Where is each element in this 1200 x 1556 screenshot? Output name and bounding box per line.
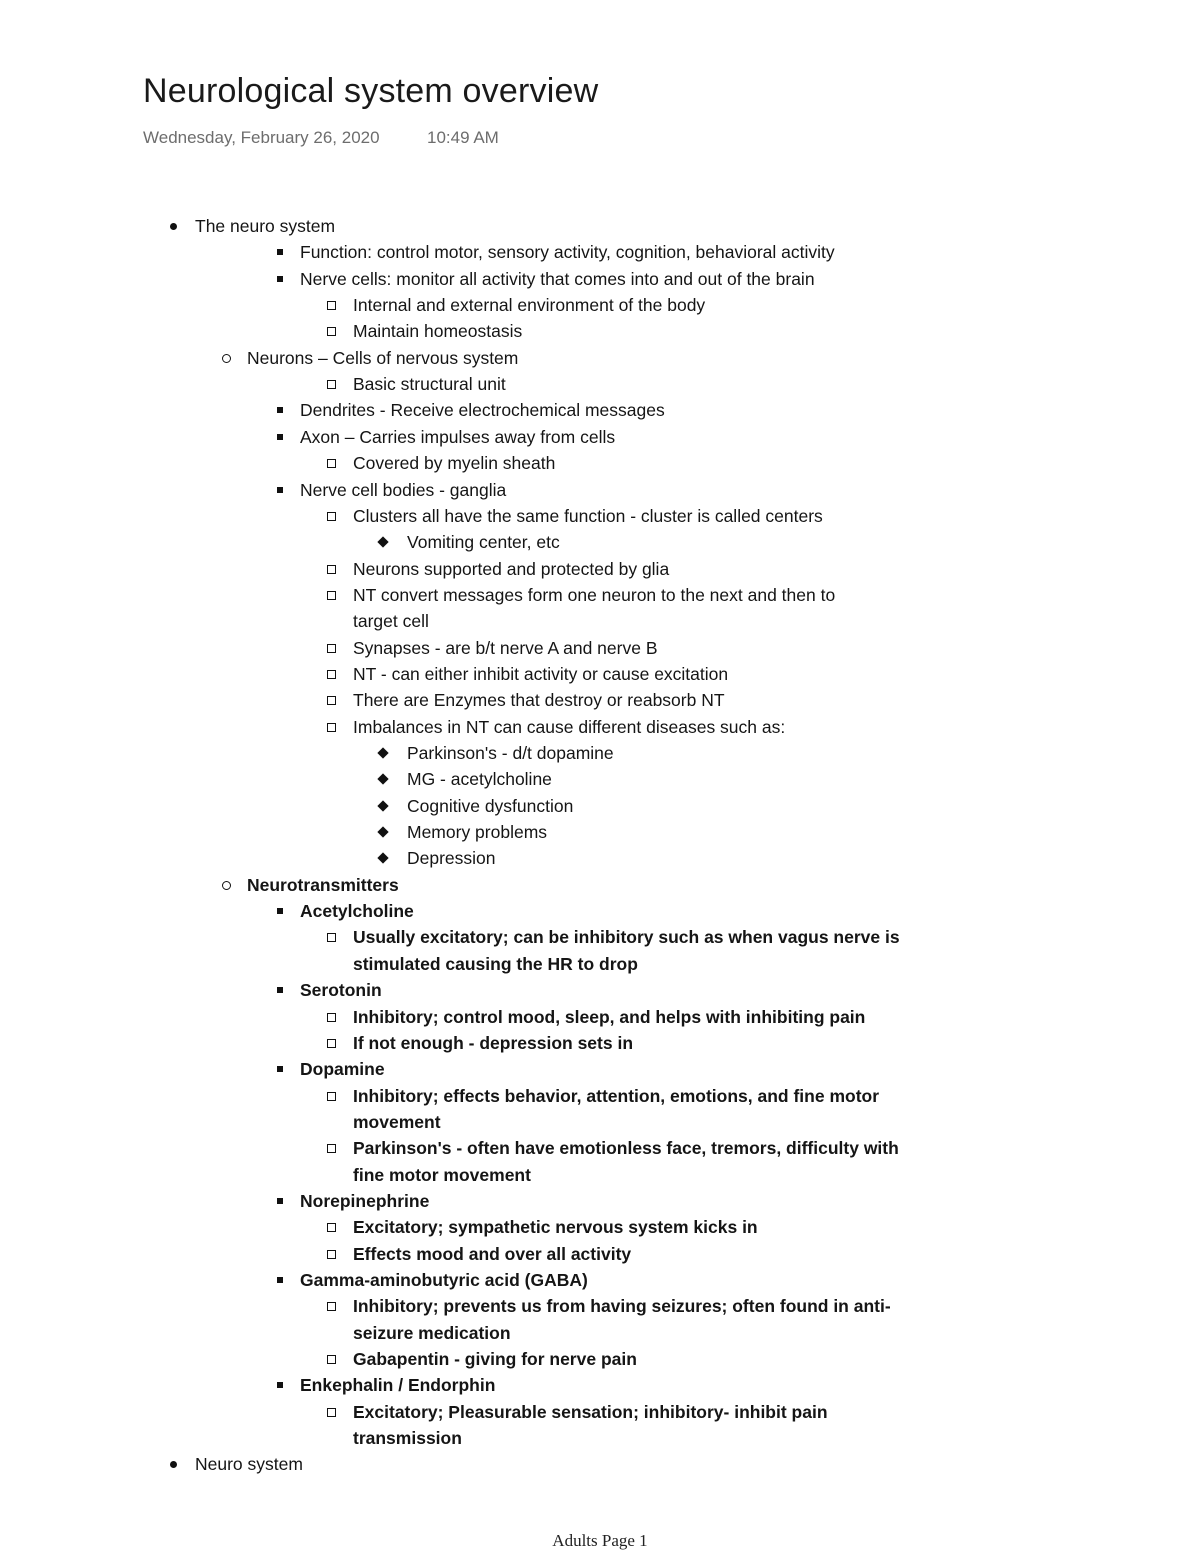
square-bullet-icon <box>277 434 283 440</box>
diamond-bullet-icon <box>377 800 388 811</box>
outline-item-continuation: fine motor movement <box>353 1164 531 1185</box>
hollow-square-bullet-icon <box>327 301 336 310</box>
outline-item: Acetylcholine <box>300 901 414 922</box>
disc-bullet-icon <box>170 223 177 230</box>
outline-item: Parkinson's - often have emotionless face, tremors, difficulty with <box>353 1138 899 1159</box>
outline-item: Inhibitory; effects behavior, attention, emotions, and fine motor <box>353 1085 880 1106</box>
outline-item: Synapses - are b/t nerve A and nerve B <box>353 637 658 658</box>
outline-item: Neurons – Cells of nervous system <box>247 347 519 368</box>
hollow-square-bullet-icon <box>327 644 336 653</box>
hollow-square-bullet-icon <box>327 1039 336 1048</box>
outline-item: Nerve cells: monitor all activity that comes into and out of the brain <box>300 268 815 289</box>
diamond-bullet-icon <box>377 853 388 864</box>
outline-item: Effects mood and over all activity <box>353 1243 632 1264</box>
outline-item: Norepinephrine <box>300 1190 430 1211</box>
square-bullet-icon <box>277 1277 283 1283</box>
outline-item: Cognitive dysfunction <box>407 795 574 816</box>
diamond-bullet-icon <box>377 747 388 758</box>
outline-item: Internal and external environment of the body <box>353 295 706 316</box>
square-bullet-icon <box>277 407 283 413</box>
hollow-square-bullet-icon <box>327 459 336 468</box>
page-footer: Adults Page 1 <box>552 1531 648 1550</box>
hollow-square-bullet-icon <box>327 565 336 574</box>
hollow-square-bullet-icon <box>327 1302 336 1311</box>
circle-bullet-icon <box>222 881 231 890</box>
outline-item: Gamma-aminobutyric acid (GABA) <box>300 1270 588 1290</box>
outline-item: Neurons supported and protected by glia <box>353 558 670 579</box>
hollow-square-bullet-icon <box>327 1408 336 1417</box>
outline-item: Excitatory; Pleasurable sensation; inhibitory- inhibit pain <box>353 1401 828 1422</box>
outline-item: Serotonin <box>300 980 382 1001</box>
hollow-square-bullet-icon <box>327 591 336 600</box>
hollow-square-bullet-icon <box>327 1013 336 1022</box>
outline-item: Neurotransmitters <box>247 874 399 895</box>
outline-item: Usually excitatory; can be inhibitory such as when vagus nerve is <box>353 927 900 948</box>
square-bullet-icon <box>277 276 283 282</box>
diamond-bullet-icon <box>377 774 388 785</box>
outline-item: There are Enzymes that destroy or reabsorb NT <box>353 690 725 711</box>
disc-bullet-icon <box>170 1461 177 1468</box>
outline-item: If not enough - depression sets in <box>353 1032 634 1053</box>
square-bullet-icon <box>277 1198 283 1204</box>
square-bullet-icon <box>277 487 283 493</box>
outline-item: Dendrites - Receive electrochemical messages <box>300 400 665 421</box>
outline-item: Enkephalin / Endorphin <box>300 1375 496 1396</box>
outline-item-continuation: transmission <box>353 1428 462 1449</box>
outline-item: NT convert messages form one neuron to the next and then to <box>353 584 836 605</box>
outline-item-continuation: movement <box>353 1111 441 1132</box>
square-bullet-icon <box>277 249 283 255</box>
outline-item: MG - acetylcholine <box>407 769 552 790</box>
outline-item-continuation: target cell <box>353 611 429 632</box>
square-bullet-icon <box>277 1382 283 1388</box>
note-time: 10:49 AM <box>427 128 499 147</box>
hollow-square-bullet-icon <box>327 512 336 521</box>
hollow-square-bullet-icon <box>327 1144 336 1153</box>
outline-item: Axon – Carries impulses away from cells <box>300 426 616 447</box>
hollow-square-bullet-icon <box>327 670 336 679</box>
outline-item: Dopamine <box>300 1059 385 1080</box>
hollow-square-bullet-icon <box>327 1092 336 1101</box>
outline-item: Imbalances in NT can cause different diseases such as: <box>353 716 786 737</box>
outline-item: Inhibitory; control mood, sleep, and helps with inhibiting pain <box>353 1006 866 1027</box>
outline-item: Basic structural unit <box>353 374 506 395</box>
outline-item: Parkinson's - d/t dopamine <box>407 743 614 763</box>
square-bullet-icon <box>277 987 283 993</box>
hollow-square-bullet-icon <box>327 380 336 389</box>
hollow-square-bullet-icon <box>327 696 336 705</box>
outline-item: Clusters all have the same function - cluster is called centers <box>353 505 823 526</box>
hollow-square-bullet-icon <box>327 1223 336 1232</box>
note-date: Wednesday, February 26, 2020 <box>143 128 380 147</box>
hollow-square-bullet-icon <box>327 1355 336 1364</box>
outline-item: Nerve cell bodies - ganglia <box>300 479 507 500</box>
outline-item: Depression <box>407 848 496 869</box>
hollow-square-bullet-icon <box>327 723 336 732</box>
hollow-square-bullet-icon <box>327 1250 336 1259</box>
outline-item: Neuro system <box>195 1454 303 1475</box>
outline-item: Memory problems <box>407 822 548 843</box>
square-bullet-icon <box>277 1066 283 1072</box>
outline-item: The neuro system <box>195 216 336 236</box>
outline-item: Covered by myelin sheath <box>353 453 556 474</box>
outline-item: Inhibitory; prevents us from having seizures; often found in anti- <box>353 1296 891 1317</box>
outline-item-continuation: stimulated causing the HR to drop <box>353 953 638 974</box>
hollow-square-bullet-icon <box>327 933 336 942</box>
outline-item-continuation: seizure medication <box>353 1322 511 1343</box>
circle-bullet-icon <box>222 354 231 363</box>
outline-item: Gabapentin - giving for nerve pain <box>353 1349 637 1370</box>
outline-item: NT - can either inhibit activity or cause excitation <box>353 663 729 684</box>
diamond-bullet-icon <box>377 537 388 548</box>
outline-item: Maintain homeostasis <box>353 321 523 342</box>
outline-item: Vomiting center, etc <box>407 532 560 553</box>
square-bullet-icon <box>277 908 283 914</box>
outline-item: Function: control motor, sensory activity, cognition, behavioral activity <box>300 242 835 263</box>
diamond-bullet-icon <box>377 826 388 837</box>
outline-item: Excitatory; sympathetic nervous system kicks in <box>353 1217 758 1238</box>
page-title: Neurological system overview <box>143 72 599 110</box>
hollow-square-bullet-icon <box>327 327 336 336</box>
